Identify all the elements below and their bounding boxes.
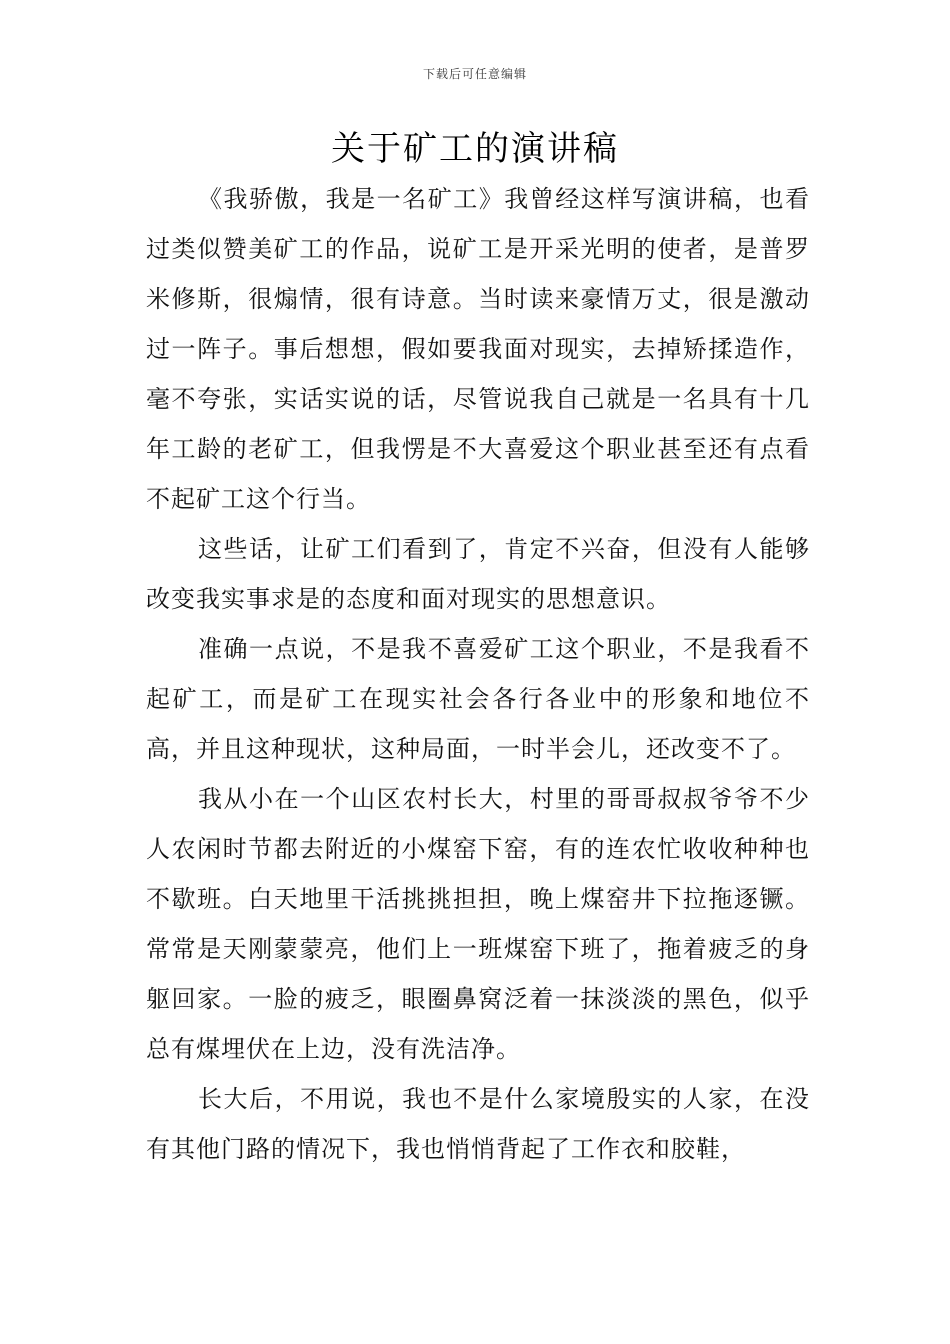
paragraph-5: 长大后，不用说，我也不是什么家境殷实的人家，在没有其他门路的情况下，我也悄悄背起了工作衣和胶鞋， (146, 1085, 810, 1163)
paragraph-1: 《我骄傲，我是一名矿工》我曾经这样写演讲稿，也看过类似赞美矿工的作品，说矿工是开采光明的使者，是普罗米修斯，很煽情，很有诗意。当时读来豪情万丈，很是激动过一阵子。事后想想，假如要我面对现实，去掉矫揉造作，毫不夸张，实话实说的话，尽管说我自己就是一名具有十几年工龄的老矿工，但我愣是不大喜爱这个职业甚至还有点看不起矿工这个行当。 (146, 185, 810, 513)
paragraph-4: 我从小在一个山区农村长大，村里的哥哥叔叔爷爷不少人农闲时节都去附近的小煤窑下窑，有的连农忙收收种种也不歇班。白天地里干活挑挑担担，晚上煤窑井下拉拖逐镢。常常是天刚蒙蒙亮，他们上一班煤窑下班了，拖着疲乏的身躯回家。一脸的疲乏，眼圈鼻窝泛着一抹淡淡的黑色，似乎总有煤埋伏在上边，没有洗洁净。 (146, 785, 810, 1063)
document-body (146, 174, 810, 1174)
header-note: 下载后可任意编辑 (422, 67, 527, 81)
document-title: 关于矿工的演讲稿 (331, 129, 619, 169)
paragraph-2: 这些话，让矿工们看到了，肯定不兴奋，但没有人能够改变我实事求是的态度和面对现实的思想意识。 (146, 535, 810, 613)
paragraph-3: 准确一点说，不是我不喜爱矿工这个职业，不是我看不起矿工，而是矿工在现实社会各行各业中的形象和地位不高，并且这种现状，这种局面，一时半会儿，还改变不了。 (146, 635, 810, 763)
